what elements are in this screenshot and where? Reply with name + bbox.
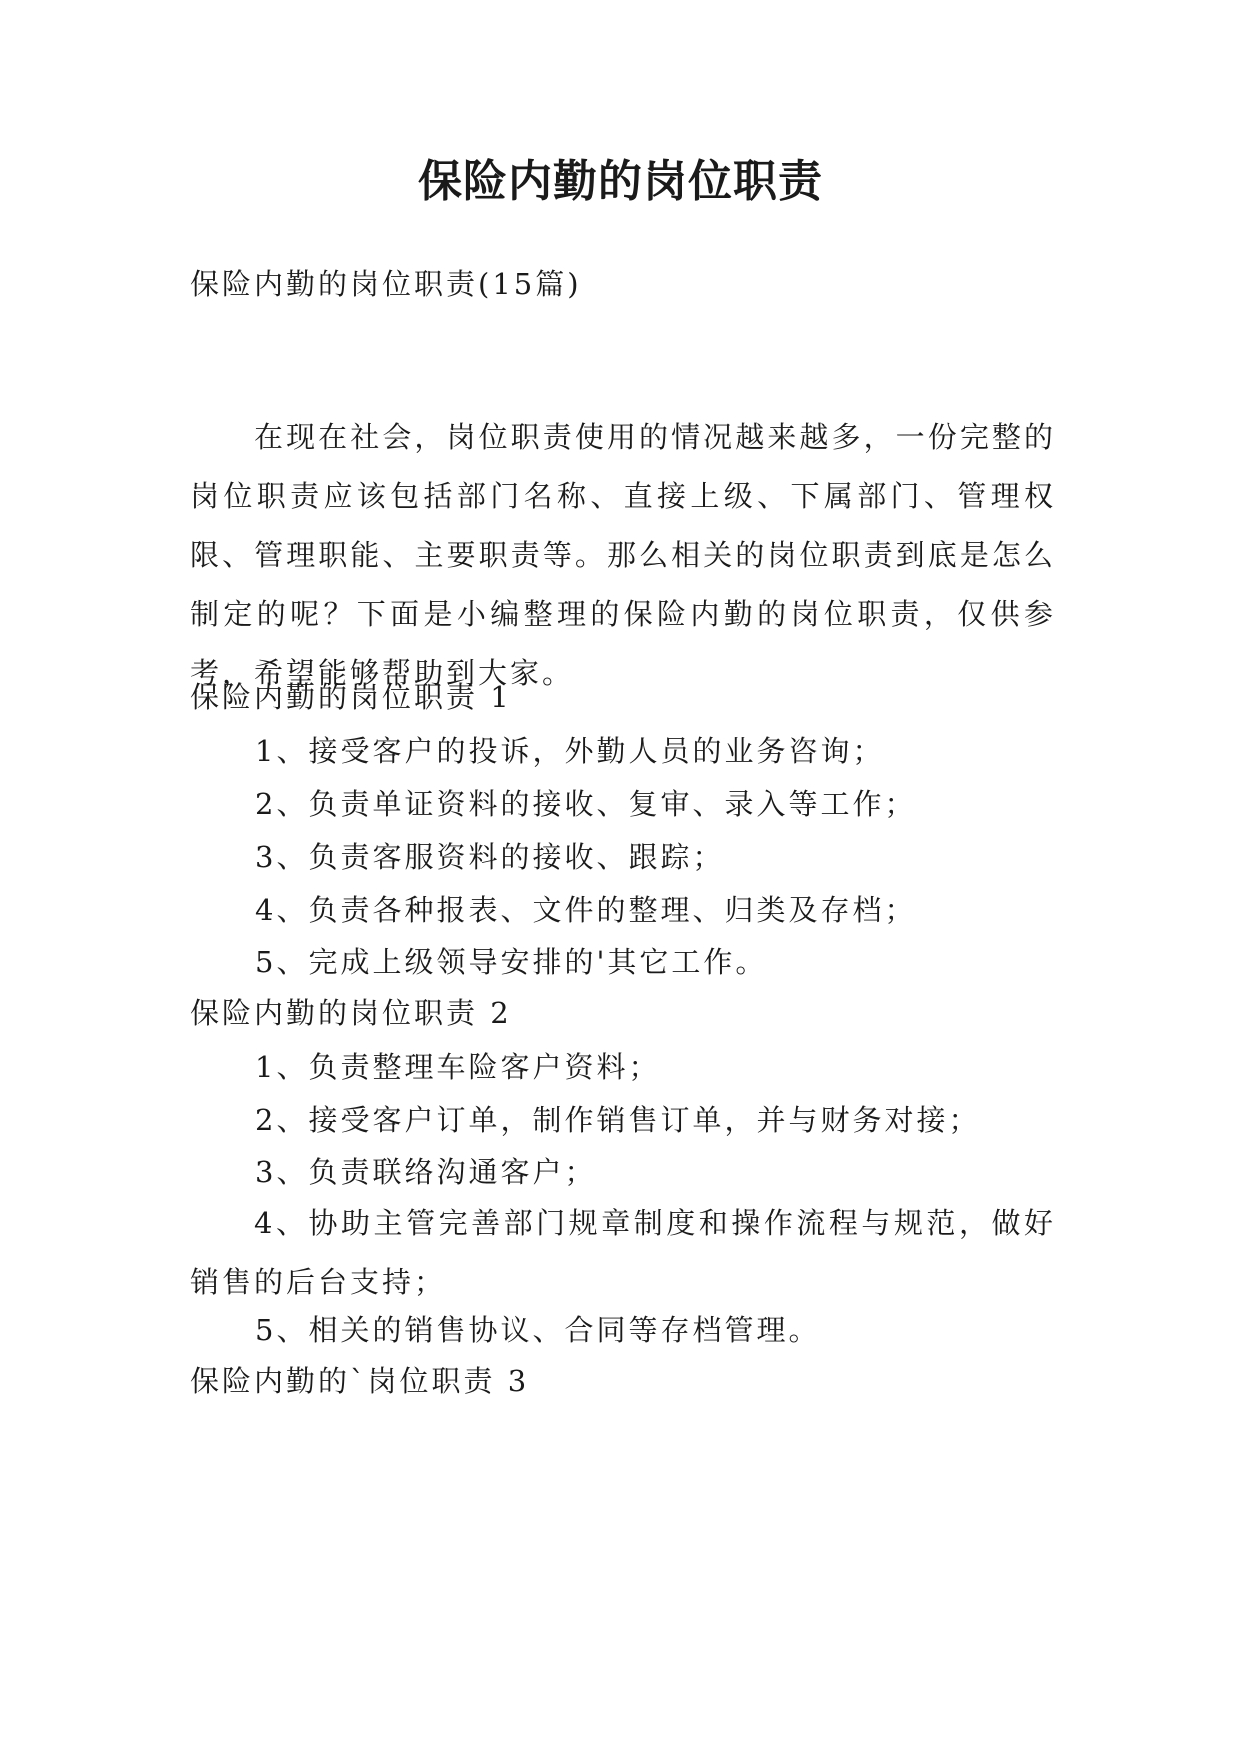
list-item: 1、接受客户的投诉，外勤人员的业务咨询； xyxy=(255,734,885,768)
section-heading: 保险内勤的岗位职责 2 xyxy=(190,996,512,1030)
section-heading: 保险内勤的`岗位职责 3 xyxy=(190,1364,530,1398)
list-item: 5、完成上级领导安排的'其它工作。 xyxy=(255,945,768,979)
list-item: 3、负责客服资料的接收、跟踪； xyxy=(255,840,725,874)
section-heading: 保险内勤的岗位职责 1 xyxy=(190,680,512,714)
intro-paragraph: 在现在社会，岗位职责使用的情况越来越多，一份完整的岗位职责应该包括部门名称、直接上级、下属部门、管理权限、管理职能、主要职责等。那么相关的岗位职责到底是怎么制定的呢？下面是小编整理的保险内勤的岗位职责，仅供参考，希望能够帮助到大家。 xyxy=(190,420,1056,690)
list-item: 3、负责联络沟通客户； xyxy=(255,1155,597,1189)
subtitle: 保险内勤的岗位职责(15篇) xyxy=(190,267,582,301)
list-item: 1、负责整理车险客户资料； xyxy=(255,1050,661,1084)
list-item: 4、负责各种报表、文件的整理、归类及存档； xyxy=(255,893,917,927)
document-title: 保险内勤的岗位职责 xyxy=(418,156,823,207)
list-item: 5、相关的销售协议、合同等存档管理。 xyxy=(255,1313,821,1347)
list-item: 2、负责单证资料的接收、复审、录入等工作； xyxy=(255,787,917,821)
list-item: 2、接受客户订单，制作销售订单，并与财务对接； xyxy=(255,1103,981,1137)
list-item: 4、协助主管完善部门规章制度和操作流程与规范，做好销售的后台支持； xyxy=(190,1206,1056,1299)
